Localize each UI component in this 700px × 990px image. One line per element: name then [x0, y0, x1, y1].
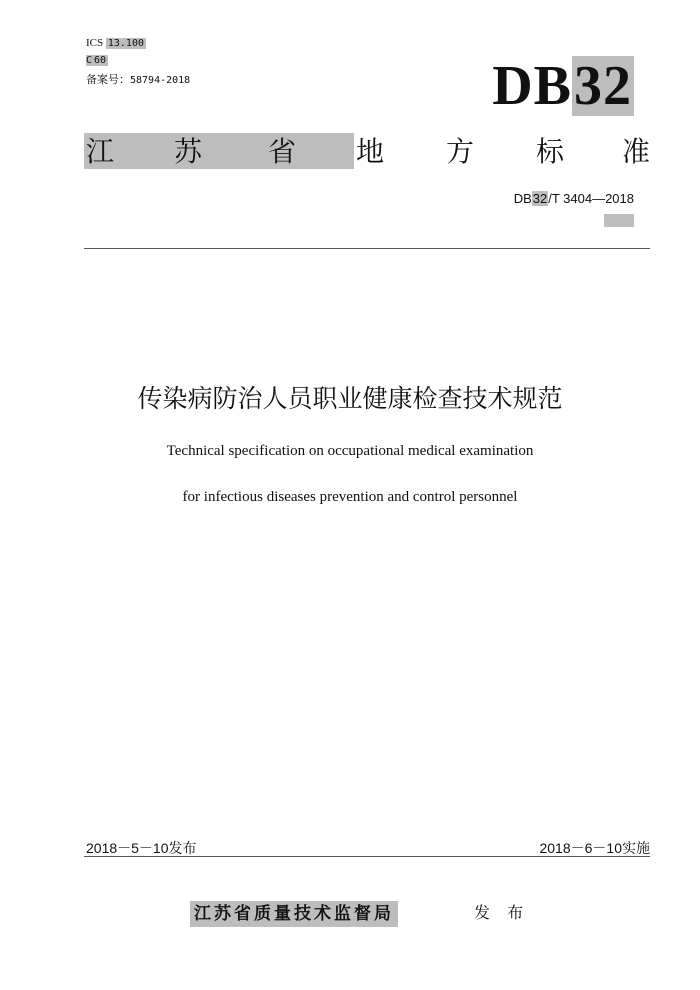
document-title-english-line1: Technical specification on occupational medical examination [166, 443, 534, 459]
issue-label: 发 布 [474, 903, 530, 922]
category-title [84, 132, 652, 172]
filing-number [86, 73, 190, 87]
filing-label: 备案号： [86, 73, 130, 86]
issue-date: 2018－5－10发布 [86, 840, 197, 856]
filing-value: 58794-2018 [130, 75, 191, 86]
header-divider [84, 248, 650, 249]
category-char: 省 [268, 135, 297, 168]
ics-label: ICS [86, 37, 104, 49]
ccs-number: 60 [94, 55, 107, 66]
issuing-authority: 江苏省质量技术监督局 [190, 901, 398, 927]
ics-code: 13.100 [107, 38, 144, 49]
footer-divider [84, 856, 650, 857]
category-char: 准 [622, 135, 651, 168]
document-title-chinese: 传染病防治人员职业健康检查技术规范 [137, 384, 563, 413]
standard-number [514, 190, 634, 208]
standard-number-province: 32 [532, 191, 548, 206]
db-logo [492, 56, 634, 116]
ics-classification [86, 37, 146, 50]
db-logo-prefix: DB [492, 55, 572, 117]
standard-number-suffix: /T 3404—2018 [548, 191, 634, 206]
category-title-highlight [84, 133, 354, 169]
category-char: 方 [446, 135, 475, 168]
implementation-date: 2018－6－10实施 [539, 840, 650, 856]
db-logo-number: 32 [574, 55, 632, 117]
standard-number-prefix: DB [513, 191, 532, 206]
category-char: 苏 [174, 135, 203, 168]
category-char: 江 [86, 135, 115, 168]
ccs-letter: C [86, 55, 93, 66]
document-title-english-line2: for infectious diseases prevention and control personnel [182, 489, 518, 505]
category-char: 地 [356, 135, 385, 168]
ccs-classification [86, 54, 108, 67]
category-char: 标 [536, 135, 565, 168]
replacement-number-placeholder [604, 214, 634, 227]
